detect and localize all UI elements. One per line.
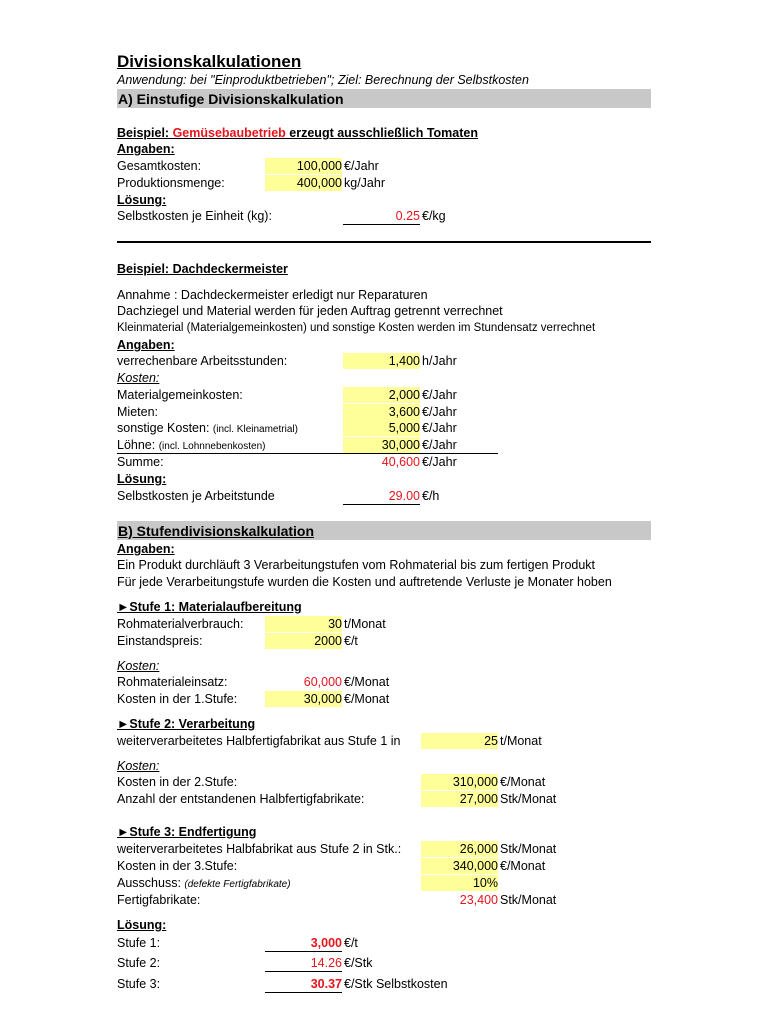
- produktionsmenge-label: Produktionsmenge:: [117, 176, 225, 190]
- kosten-stufe3-value: 340,000: [452, 859, 498, 873]
- section-b-intro-1: Ein Produkt durchläuft 3 Verarbeitungstufen vom Rohmaterial bis zum fertigen Produkt: [117, 558, 596, 572]
- summe-value: 40,600: [381, 455, 420, 469]
- result-stufe1-label: Stufe 1:: [117, 936, 161, 950]
- anzahl-halbfertig-value: 27,000: [459, 792, 498, 806]
- arbeitsstunden-unit: h/Jahr: [422, 354, 457, 368]
- section-b-loesung: Lösung:: [117, 918, 167, 932]
- result-stufe3-unit: €/Stk Selbstkosten: [344, 977, 448, 991]
- fertigfabrikate-label: Fertigfabrikate:: [117, 893, 201, 907]
- result-stufe2-label: Stufe 2:: [117, 956, 161, 970]
- loehne-unit: €/Jahr: [422, 438, 457, 452]
- result-stufe2-underline: [265, 971, 342, 972]
- loehne-note: (incl. Lohnnebenkosten): [158, 441, 266, 452]
- example1-title-red: Gemüsebaubetrieb: [172, 126, 286, 140]
- selbstkosten-stunde-unit: €/h: [422, 489, 440, 503]
- selbstkosten-einheit-unit: €/kg: [422, 209, 446, 223]
- kosten-stufe1-label: Kosten in der 1.Stufe:: [117, 692, 238, 706]
- stufe2-title: ►Stufe 2: Verarbeitung: [117, 717, 256, 731]
- produktionsmenge-value: 400,000: [296, 176, 342, 190]
- result-stufe3-underline: [265, 992, 342, 993]
- ausschuss-label: [117, 875, 291, 893]
- example2-loesung: Lösung:: [117, 472, 167, 486]
- einstandspreis-unit: €/t: [344, 634, 358, 648]
- selbstkosten-stunde-underline: [343, 504, 420, 505]
- example2-angaben: Angaben:: [117, 338, 175, 352]
- einstandspreis-label: Einstandspreis:: [117, 634, 203, 648]
- mieten-label: [117, 404, 158, 420]
- result-stufe1-underline: [265, 951, 342, 952]
- stufe3-title: ►Stufe 3: Endfertigung: [117, 825, 257, 839]
- rohmaterialverbrauch-unit: t/Monat: [344, 617, 386, 631]
- gesamtkosten-unit: €/Jahr: [344, 159, 379, 173]
- arbeitsstunden-label: verrechenbare Arbeitsstunden:: [117, 354, 288, 368]
- example1-title-suffix: erzeugt ausschließlich Tomaten: [285, 126, 478, 140]
- selbstkosten-einheit-label: Selbstkosten je Einheit (kg):: [117, 209, 272, 223]
- rohmaterialverbrauch-value: 30: [328, 617, 342, 631]
- selbstkosten-stunde-value: 29.00: [388, 489, 420, 503]
- stufe1-kosten: Kosten:: [117, 659, 160, 673]
- halbfabrikat-stufe2-label: weiterverarbeitetes Halbfabrikat aus Stufe 2 in Stk.:: [117, 842, 402, 856]
- mieten-value: 3,600: [388, 405, 420, 419]
- einstandspreis-value: 2000: [314, 634, 342, 648]
- materialgemeinkosten-label: [117, 387, 243, 403]
- result-stufe3-label: Stufe 3:: [117, 977, 161, 991]
- example1-angaben: Angaben:: [117, 142, 175, 156]
- kosten-stufe3-label: Kosten in der 3.Stufe:: [117, 859, 238, 873]
- example2-title: Beispiel: Dachdeckermeister: [117, 262, 288, 276]
- gesamtkosten-label: Gesamtkosten:: [117, 159, 202, 173]
- fertigfabrikate-value: 23,400: [459, 893, 498, 907]
- loehne-text: Löhne:: [117, 438, 159, 452]
- rohmaterialeinsatz-unit: €/Monat: [344, 675, 390, 689]
- section-b-intro-2: Für jede Verarbeitungstufe wurden die Kosten und auftretende Verluste je Monater hoben: [117, 575, 612, 589]
- sonstige-kosten-value: 5,000: [388, 421, 420, 435]
- sonstige-kosten-note: (incl. Kleinametrial): [212, 424, 298, 435]
- kosten-stufe2-unit: €/Monat: [500, 775, 546, 789]
- selbstkosten-einheit-value: 0.25: [395, 209, 420, 223]
- section-b-heading: B) Stufendivisionskalkulation: [118, 523, 315, 539]
- kosten-stufe1-value: 30,000: [303, 692, 342, 706]
- halbfabrikat-stufe2-value: 26,000: [459, 842, 498, 856]
- example1-loesung: Lösung:: [117, 193, 167, 207]
- anzahl-halbfertig-unit: Stk/Monat: [500, 792, 557, 806]
- materialgemeinkosten-text: Materialgemeinkosten:: [117, 388, 243, 402]
- loehne-value: 30,000: [381, 438, 420, 452]
- sonstige-kosten-text: sonstige Kosten:: [117, 421, 213, 435]
- kosten-stufe1-unit: €/Monat: [344, 692, 390, 706]
- example2-note-2: Dachziegel und Material werden für jeden Auftrag getrennt verrechnet: [117, 304, 503, 318]
- result-stufe2-value: 14.26: [310, 956, 342, 970]
- page-subtitle: Anwendung: bei "Einproduktbetrieben"; Ziel: Berechnung der Selbstkosten: [117, 73, 529, 87]
- example2-kosten: Kosten:: [117, 371, 160, 385]
- result-stufe1-unit: €/t: [344, 936, 358, 950]
- selbstkosten-einheit-underline: [343, 224, 420, 225]
- summe-unit: €/Jahr: [422, 455, 457, 469]
- arbeitsstunden-value: 1,400: [388, 354, 420, 368]
- stufe1-title: ►Stufe 1: Materialaufbereitung: [117, 600, 302, 614]
- ausschuss-value: 10%: [472, 876, 498, 890]
- section-a-heading: A) Einstufige Divisionskalkulation: [118, 91, 344, 107]
- result-stufe3-value: 30.37: [310, 977, 342, 991]
- mieten-unit: €/Jahr: [422, 405, 457, 419]
- selbstkosten-stunde-label: Selbstkosten je Arbeitstunde: [117, 489, 275, 503]
- example2-note-3: Kleinmaterial (Materialgemeinkosten) und sonstige Kosten werden im Stundensatz verrechnet: [117, 322, 596, 334]
- summe-label: Summe:: [117, 455, 164, 469]
- kosten-stufe3-unit: €/Monat: [500, 859, 546, 873]
- kosten-stufe2-label: Kosten in der 2.Stufe:: [117, 775, 238, 789]
- produktionsmenge-unit: kg/Jahr: [344, 176, 385, 190]
- sonstige-kosten-unit: €/Jahr: [422, 421, 457, 435]
- mieten-text: Mieten:: [117, 405, 158, 419]
- halbfertigfabrikat-label: weiterverarbeitetes Halbfertigfabrikat aus Stufe 1 in: [117, 734, 401, 748]
- sonstige-kosten-label: [117, 420, 298, 438]
- rohmaterialverbrauch-label: Rohmaterialverbrauch:: [117, 617, 244, 631]
- halbfertigfabrikat-unit: t/Monat: [500, 734, 542, 748]
- section-b-angaben: Angaben:: [117, 542, 175, 556]
- halbfabrikat-stufe2-unit: Stk/Monat: [500, 842, 557, 856]
- anzahl-halbfertig-label: Anzahl der entstandenen Halbfertigfabrikate:: [117, 792, 365, 806]
- halbfertigfabrikat-value: 25: [484, 734, 498, 748]
- rohmaterialeinsatz-label: Rohmaterialeinsatz:: [117, 675, 228, 689]
- ausschuss-text: Ausschuss:: [117, 876, 185, 890]
- result-stufe1-value: 3,000: [310, 936, 342, 950]
- example1-title-prefix: Beispiel:: [117, 126, 173, 140]
- example2-note-1: Annahme : Dachdeckermeister erledigt nur Reparaturen: [117, 288, 428, 302]
- rohmaterialeinsatz-value: 60,000: [303, 675, 342, 689]
- ausschuss-note: (defekte Fertigfabrikate): [184, 879, 291, 890]
- stufe2-kosten: Kosten:: [117, 759, 160, 773]
- materialgemeinkosten-unit: €/Jahr: [422, 388, 457, 402]
- gesamtkosten-value: 100,000: [296, 159, 342, 173]
- divider-line: [117, 241, 651, 243]
- materialgemeinkosten-value: 2,000: [388, 388, 420, 402]
- result-stufe2-unit: €/Stk: [344, 956, 373, 970]
- fertigfabrikate-unit: Stk/Monat: [500, 893, 557, 907]
- example1-title: [117, 125, 478, 141]
- kosten-stufe2-value: 310,000: [452, 775, 498, 789]
- page-title: Divisionskalkulationen: [117, 52, 302, 71]
